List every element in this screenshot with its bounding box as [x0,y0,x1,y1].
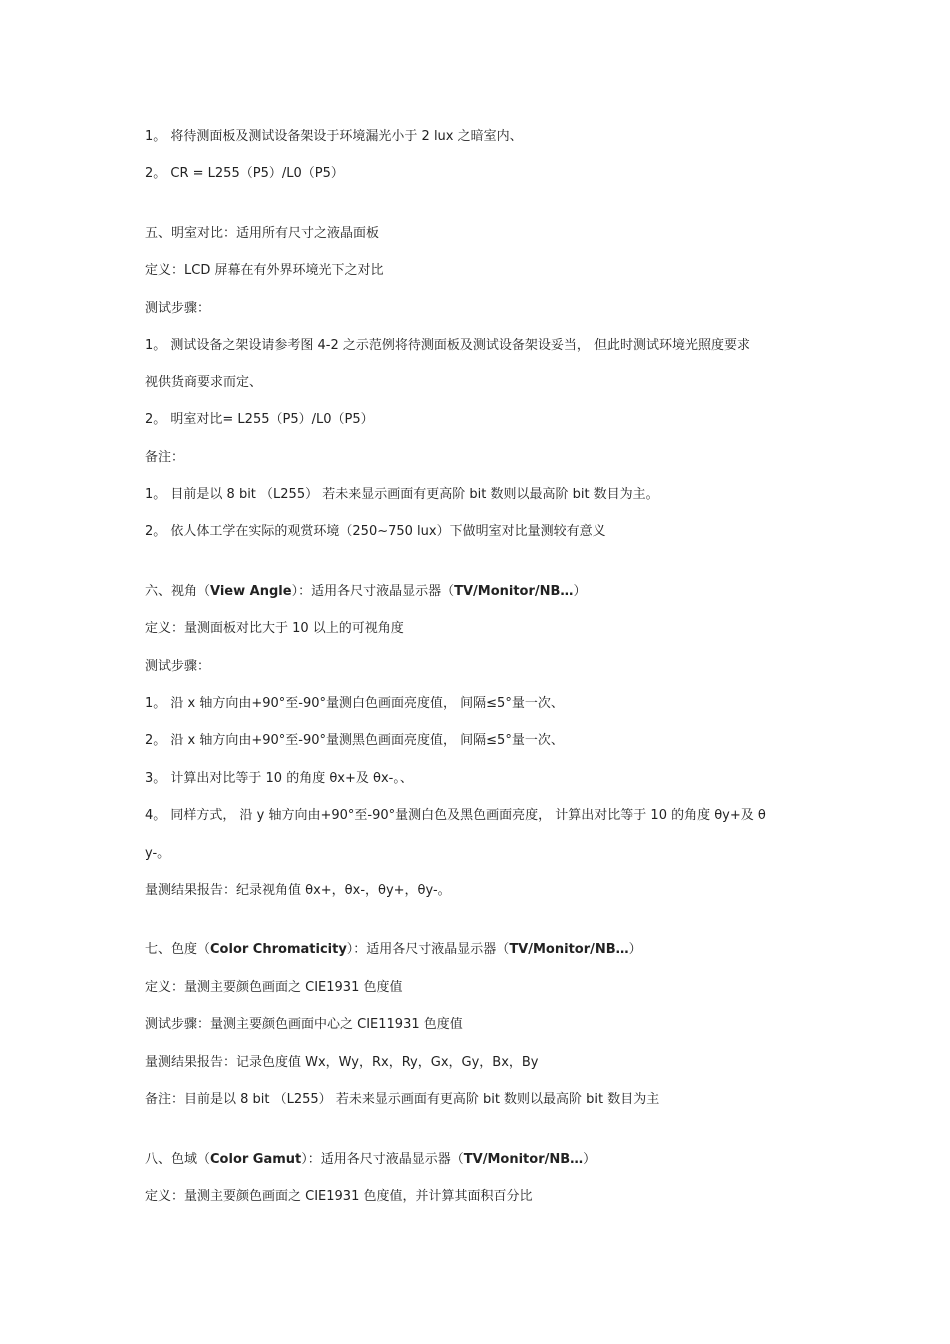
section-6-step-4a: 4。 同样方式， 沿 y 轴方向由+90°至-90°量测白色及黑色画面亮度， 计算出对比等于 10 的角度 θy+及 θ [145,808,766,823]
section-5-step-1b: 视供货商要求而定、 [145,375,263,390]
section-5-step-2: 2。 明室对比= L255（P5）/L0（P5） [145,412,374,427]
section-7-heading: 七、色度（Color Chromaticity）：适用各尺寸液晶显示器（TV/Monitor/NB…） [145,942,642,957]
section-8-definition: 定义：量测主要颜色画面之 CIE1931 色度值，并计算其面积百分比 [145,1189,533,1204]
section-6-step-1: 1。 沿 x 轴方向由+90°至-90°量测白色画面亮度值， 间隔≤5°量一次、 [145,696,564,711]
s4-step-1: 1。 将待测面板及测试设备架设于环境漏光小于 2 lux 之暗室内、 [145,129,523,144]
section-5-steps-label: 测试步骤： [145,301,211,316]
section-5-notes-label: 备注： [145,450,185,465]
section-5-heading: 五、明室对比：适用所有尺寸之液晶面板 [145,226,380,241]
s4-step-2: 2。 CR = L255（P5）/L0（P5） [145,166,344,181]
section-7-steps: 测试步骤：量测主要颜色画面中心之 CIE11931 色度值 [145,1017,463,1032]
section-7-note: 备注：目前是以 8 bit （L255） 若未来显示画面有更高阶 bit 数则以最高阶 bit 数目为主 [145,1092,660,1107]
section-6-step-4b: y-。 [145,846,171,861]
section-6-step-2: 2。 沿 x 轴方向由+90°至-90°量测黑色画面亮度值， 间隔≤5°量一次、 [145,733,564,748]
section-5-definition: 定义：LCD 屏幕在有外界环境光下之对比 [145,263,384,278]
section-5-step-1a: 1。 测试设备之架设请参考图 4-2 之示范例将待测面板及测试设备架设妥当， 但此时测试环境光照度要求 [145,338,751,353]
section-6-heading: 六、视角（View Angle）：适用各尺寸液晶显示器（TV/Monitor/NB…） [145,584,587,599]
section-5-note-1: 1。 目前是以 8 bit （L255） 若未来显示画面有更高阶 bit 数则以最高阶 bit 数目为主。 [145,487,659,502]
section-5-note-2: 2。 依人体工学在实际的观赏环境（250~750 lux）下做明室对比量测较有意义 [145,524,606,539]
section-6-definition: 定义：量测面板对比大于 10 以上的可视角度 [145,621,404,636]
section-6-step-3: 3。 计算出对比等于 10 的角度 θx+及 θx-。、 [145,771,413,786]
section-7-report: 量测结果报告：记录色度值 Wx，Wy，Rx，Ry，Gx，Gy，Bx，By [145,1055,539,1070]
section-6-report: 量测结果报告：纪录视角值 θx+，θx-，θy+，θy-。 [145,883,451,898]
section-8-heading: 八、色域（Color Gamut）：适用各尺寸液晶显示器（TV/Monitor/NB…） [145,1152,597,1167]
section-6-steps-label: 测试步骤： [145,659,211,674]
section-7-definition: 定义：量测主要颜色画面之 CIE1931 色度值 [145,980,403,995]
